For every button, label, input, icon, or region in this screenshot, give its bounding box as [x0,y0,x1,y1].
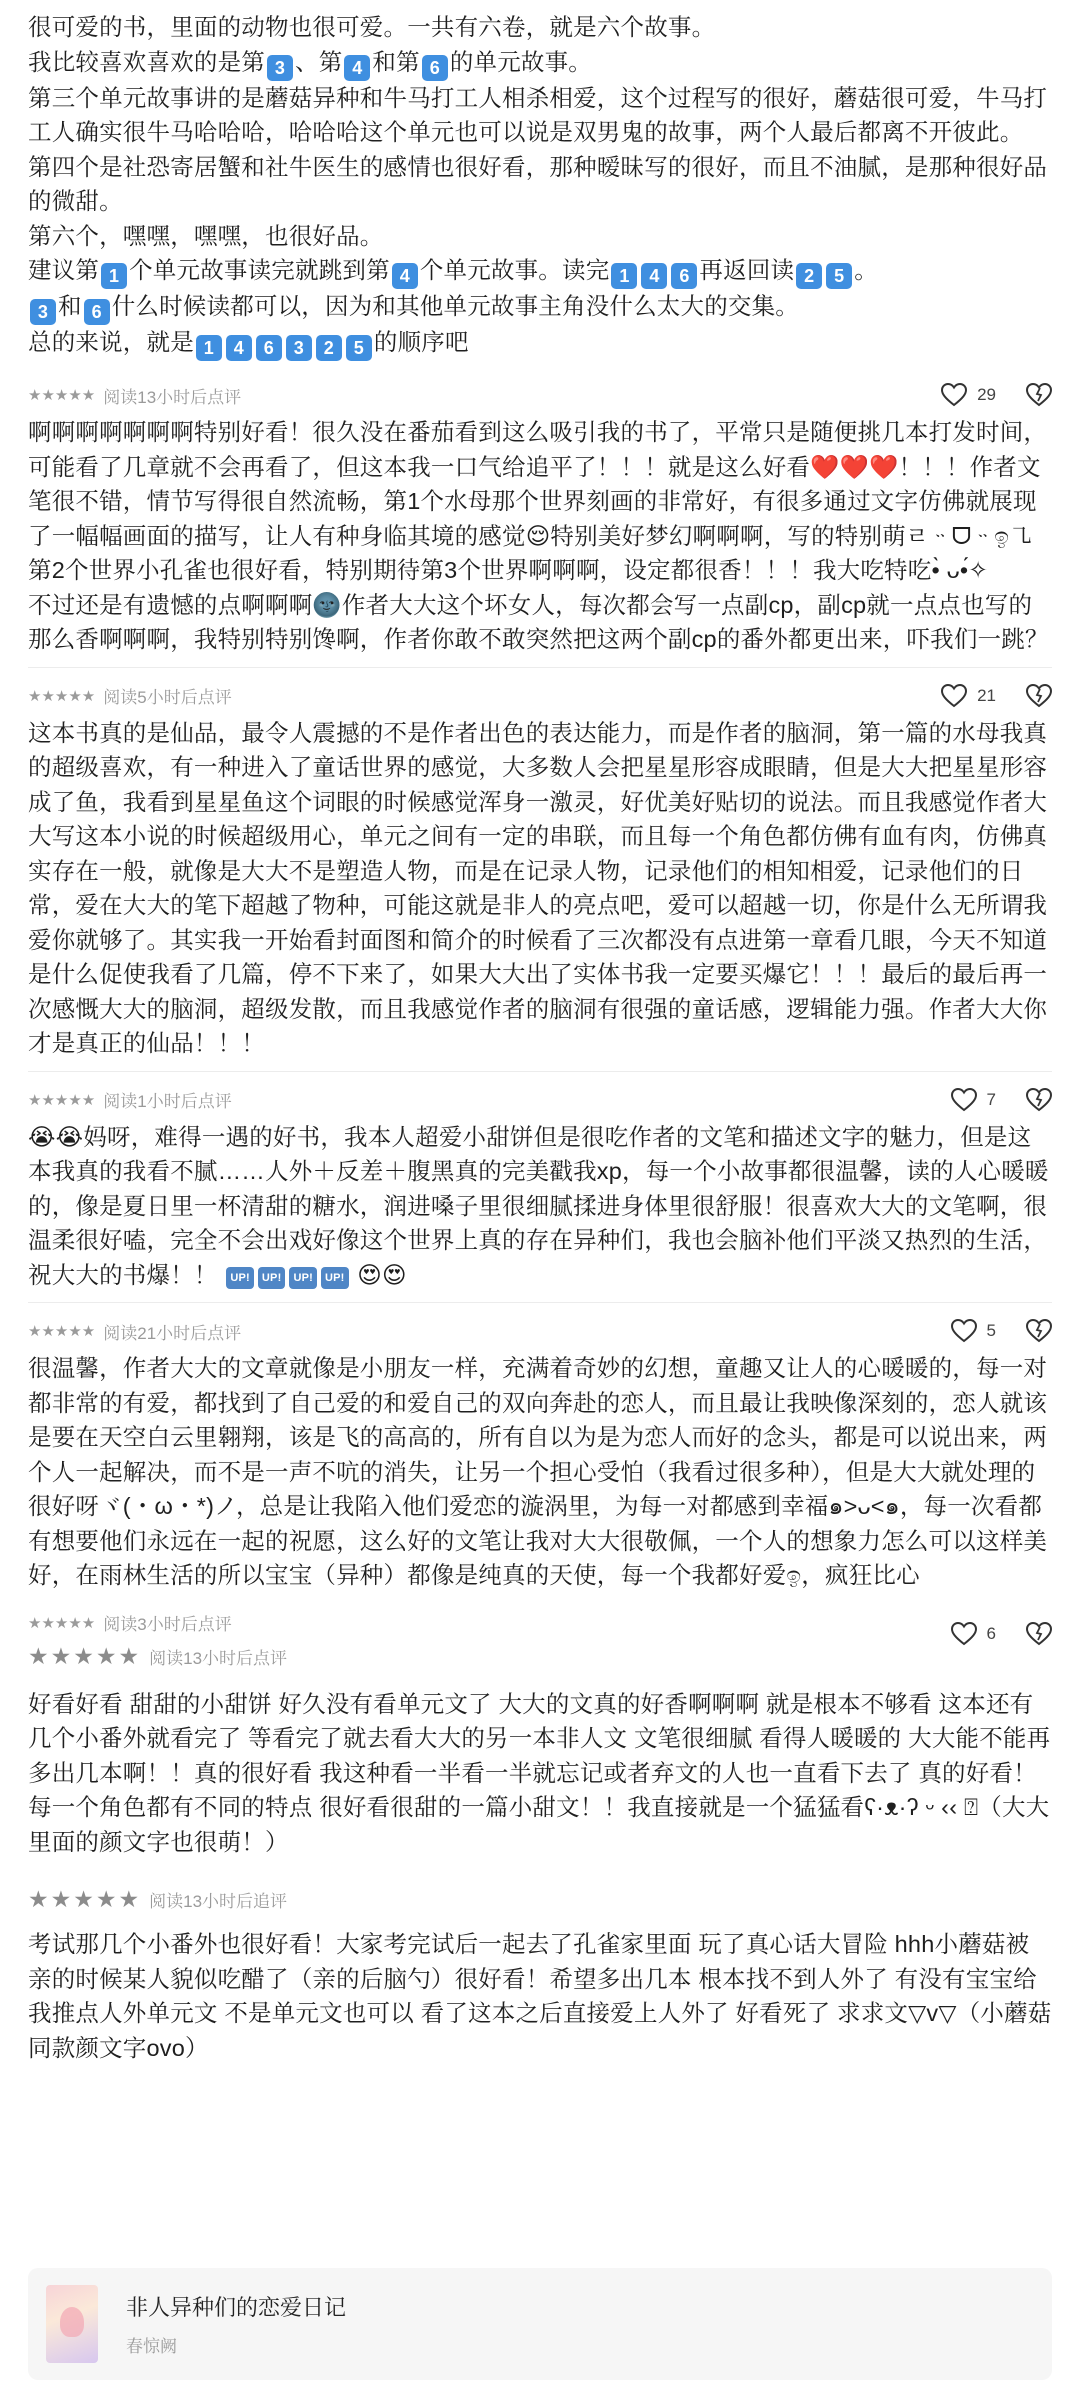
review-body [28,716,1052,1061]
keycap-2-icon: 2 [316,335,342,361]
keycap-1-icon: 1 [611,263,637,289]
keycap-4-icon: 4 [344,55,370,81]
like-count: 7 [986,1089,996,1109]
keycap-6-icon: 6 [671,263,697,289]
rating-stars: ★★★★★ [28,1323,96,1340]
like-count: 6 [986,1623,996,1643]
dislike-button[interactable] [1026,684,1052,708]
dislike-button[interactable] [1026,1319,1052,1343]
dislike-button[interactable] [1026,383,1052,407]
keycap-3-icon: 3 [30,299,56,325]
rating-stars: ★★★★★ [28,1885,142,1912]
review-text: 考试那几个小番外也很好看！大家考完试后一起去了孔雀家里面 玩了真心话大冒险 hhh小蘑菇被亲的时候某人貌似吃醋了（亲的后脑勺）很好看！希望多出几本 根本找不到人外了 有没有宝宝给我推点人外单元文 不是单元文也可以 看了这本之后直接爱上人外了 好看死了 求求文▽v▽（小蘑菇同款颜文字ovo） [28,1931,1052,2061]
review-text [28,1120,1052,1293]
heart-outline-icon [951,1319,977,1343]
up-sticker-icon: UP! [289,1267,317,1289]
up-sticker-icon: UP! [226,1267,254,1289]
keycap-6-icon: 6 [84,299,110,325]
keycap-4-icon: 4 [641,263,667,289]
like-count: 5 [986,1321,996,1340]
intro-line: 我比较喜欢喜欢的是第 3 、第 4 和第 6 的单元故事。 [28,45,1052,81]
divider [28,1071,1052,1072]
read-time: 阅读21小时后点评 [103,1323,242,1343]
like-count: 21 [977,685,996,705]
keycap-1-icon: 1 [196,335,222,361]
review-text: 很温馨，作者大大的文章就像是小朋友一样，充满着奇妙的幻想，童趣又让人的心暖暖的，每一对都非常的有爱，都找到了自己爱的和爱自己的双向奔赴的恋人，而且最让我映像深刻的，恋人就该是要在天空白云里翱翔，该是飞的高高的，所有自以为是为恋人而好的念头，都是可以说出来，两个人一起解决，而不是一声不吭的消失，让另一个担心受怕（我看过很多种），但是大大就处理的很好呀ヾ(・ω・*)ノ，总是让我陷入他们爱恋的漩涡里，为每一对都感到幸福๑>ᴗ<๑，每一次看都有想要他们永远在一起的祝愿，这么好的文笔让我对大大很敬佩，一个人的想象力怎么可以这样美好，在雨林生活的所以宝宝（异种）都像是纯真的天使，每一个我都好爱ඉ，疯狂比心 [28,1355,1048,1588]
read-time: 阅读3小时后点评 [103,1615,232,1634]
keycap-2-icon: 2 [796,263,822,289]
intro-line: 建议第 1 个单元故事读完就跳到第 4 个单元故事。读完 1 4 6 再返回读 2 5 。 [28,253,1052,289]
review-text: 不过还是有遗憾的点啊啊啊🌚作者大大这个坏女人，每次都会写一点副cp，副cp就一点点也写的那么香啊啊啊，我特别特别馋啊，作者你敢不敢突然把这两个副cp的番外都更出来，吓我们一跳？ [28,591,1049,652]
like-button[interactable] [951,1088,996,1112]
review-meta [28,1080,1052,1120]
up-sticker-icon: UP! [258,1267,286,1289]
review-text: 这本书真的是仙品，最令人震撼的不是作者出色的表达能力，而是作者的脑洞，第一篇的水母我真的超级喜欢，有一种进入了童话世界的感觉，大多数人会把星星形容成眼睛，但是大大把星星形容成了鱼，我看到星星鱼这个词眼的时候感觉浑身一激灵，好优美好贴切的说法。而且我感觉作者大大写这本小说的时候超级用心，单元之间有一定的串联，而且每一个角色都仿佛有血有肉，仿佛真实存在一般，就像是大大不是塑造人物，而是在记录人物，记录他们的相知相爱，记录他们的日常，爱在大大的笔下超越了物种，可能这就是非人的亮点吧，爱可以超越一切，你是什么无所谓我爱你就够了。其实我一开始看封面图和简介的时候看了三次都没有点进第一章看几眼，今天不知道是什么促使我看了几篇，停不下来了，如果大大出了实体书我一定要买爆它！！！最后的最后再一次感慨大大的脑洞，超级发散，而且我感觉作者的脑洞有很强的童话感，逻辑能力强。作者大大你才是真正的仙品！！！ [28,719,1048,1056]
keycap-5-icon: 5 [826,263,852,289]
review-body [28,1687,1052,1860]
rating-stars: ★★★★★ [28,1643,142,1669]
review-text: 好看好看 甜甜的小甜饼 好久没有看单元文了 大大的文真的好香啊啊啊 就是根本不够看 这本还有几个小番外就看完了 等看完了就去看大大的另一本非人文 文笔很细腻 看得人暖暖的 大大能不能再多出几本啊！！真的很好看 我这种看一半看一半就忘记或者弃文的人也一直看下去了 真的好看！每一个角色都有不同的特点 很好看很甜的一篇小甜文！！我直接就是一个猛猛看ʕ·ᴥ·ʔ ᵕ ‹‹ ⍰（大大里面的颜文字也很萌！） [28,1690,1051,1855]
book-card[interactable] [28,2268,1052,2380]
divider [28,1302,1052,1303]
rating-stars: ★★★★★ [28,1614,96,1632]
divider [28,667,1052,668]
review-text: 啊啊啊啊啊啊啊特别好看！很久没在番茄看到这么吸引我的书了，平常只是随便挑几本打发时间，可能看了几章就不会再看了，但这本我一口气给追平了！！！就是这么好看❤️❤️❤️！！！作者文笔很不错，情节写得很自然流畅，第1个水母那个世界刻画的非常好，有很多通过文字仿佛就展现了一幅幅画面的描写，让人有种身临其境的感觉😌特别美好梦幻啊啊啊，写的特别萌ㄹᆢᗜᆢඉ㇈第2个世界小孔雀也很好看，特别期待第3个世界啊啊啊，设定都很香！！！我大吃特吃•̀ ᴗ•́✧ [28,419,1048,583]
keycap-5-icon: 5 [346,335,372,361]
keycap-1-icon: 1 [101,263,127,289]
up-sticker-icon: UP! [321,1267,349,1289]
rating-stars: ★★★★★ [28,687,96,705]
book-cover [46,2285,98,2363]
review-continued-text [28,0,1052,361]
heart-eyes-emoji-icon: 😍😍 [357,1261,407,1288]
review-meta [28,375,1052,415]
rating-stars: ★★★★★ [28,1091,96,1109]
heart-outline-icon [941,383,967,407]
keycap-3-icon: 3 [267,55,293,81]
intro-line: 很可爱的书，里面的动物也很可爱。一共有六卷，就是六个故事。 [28,14,716,40]
heart-outline-icon [951,1088,977,1112]
review-body [28,1351,1052,1593]
like-count: 29 [977,385,996,404]
keycap-4-icon: 4 [392,263,418,289]
read-time: 阅读13小时后点评 [149,1649,288,1668]
review-meta [28,1637,1052,1677]
review-body [28,415,1052,657]
like-button[interactable] [941,383,996,407]
keycap-4-icon: 4 [226,335,252,361]
dislike-button[interactable] [1026,1088,1052,1112]
intro-line: 第三个单元故事讲的是蘑菇异种和牛马打工人相杀相爱，这个过程写的很好，蘑菇很可爱，牛马打工人确实很牛马哈哈哈，哈哈哈这个单元也可以说是双男鬼的故事，两个人最后都离不开彼此。 [28,84,1048,145]
intro-line: 第四个是社恐寄居蟹和社牛医生的感情也很好看，那种暧昧写的很好，而且不油腻，是那种很好品的微甜。 [28,153,1048,214]
review-meta [28,676,1052,716]
keycap-6-icon: 6 [256,335,282,361]
intro-line: 3 和 6 什么时候读都可以，因为和其他单元故事主角没什么太大的交集。 [28,289,1052,325]
heart-outline-icon [941,684,967,708]
intro-line: 总的来说，就是 1 4 6 3 2 5 的顺序吧 [28,325,1052,361]
review-meta [28,1311,1052,1351]
rating-stars: ★★★★★ [28,387,96,404]
dislike-button[interactable] [1026,1622,1052,1646]
heart-outline-icon [951,1622,977,1646]
read-time: 阅读13小时后追评 [149,1891,288,1911]
review-text-content: 😭😭妈呀，难得一遇的好书，我本人超爱小甜饼但是很吃作者的文笔和描述文字的魅力，但是这本我真的我看不腻……人外＋反差＋腹黑真的完美戳我xp，每一个小故事都很温馨，读的人心暖暖的，像是夏日里一杯清甜的糖水，润进嗓子里很细腻揉进身体里很舒服！很喜欢大大的文笔啊，很温柔很好嗑，完全不会出戏好像这个世界上真的存在异种们，我也会脑补他们平淡又热烈的生活，祝大大的书爆！！ [28,1123,1049,1288]
review-body [28,1120,1052,1293]
intro-line: 第六个，嘿嘿，嘿嘿，也很好品。 [28,222,384,249]
book-title: 非人异种们的恋爱日记 [126,2295,347,2320]
review-body [28,1927,1052,2065]
keycap-3-icon: 3 [286,335,312,361]
read-time: 阅读13小时后点评 [103,387,242,407]
review-meta [28,1879,1052,1919]
like-button[interactable] [951,1622,996,1646]
like-button[interactable] [941,684,996,708]
keycap-6-icon: 6 [422,55,448,81]
book-author: 春惊阙 [126,2337,177,2356]
like-button[interactable] [951,1319,996,1343]
read-time: 阅读1小时后点评 [103,1092,232,1111]
read-time: 阅读5小时后点评 [103,688,232,707]
